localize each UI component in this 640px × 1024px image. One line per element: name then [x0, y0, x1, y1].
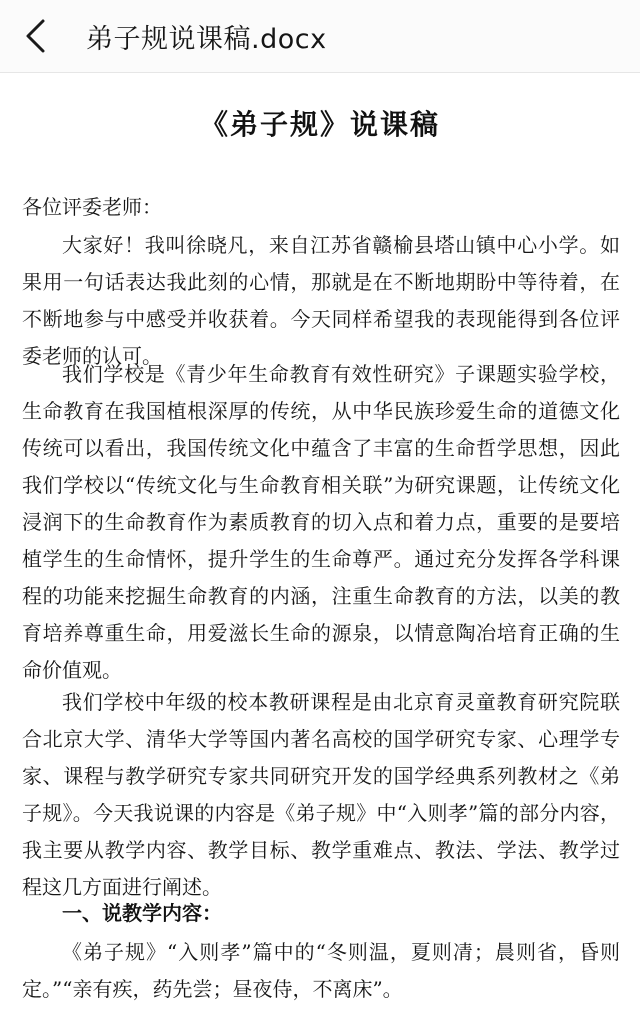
paragraph-school-background: 我们学校是《青少年生命教育有效性研究》子课题实验学校，生命教育在我国植根深厚的传统，从中华民族珍爱生命的道德文化传统可以看出，我国传统文化中蕴含了丰富的生命哲学思想，因此我们学校以“传统文化与生命教育相关联”为研究课题，让传统文化浸润下的生命教育作为素质教育的切入点和着力点，重要的是要培植学生的生命情怀，提升学生的生命尊严。通过充分发挥各学科课程的功能来挖掘生命教育的内涵，注重生命教育的方法，以美的教育培养尊重生命，用爱滋长生命的源泉，以情意陶冶培育正确的生命价值观。 [22, 362, 620, 682]
paragraph-intro: 大家好！我叫徐晓凡，来自江苏省赣榆县塔山镇中心小学。如果用一句话表达我此刻的心情，那就是在不断地期盼中等待着，在不断地参与中感受并收获着。今天同样希望我的表现能得到各位评委老师的认可。 [22, 233, 620, 368]
top-bar [0, 0, 640, 73]
paragraph-curriculum: 我们学校中年级的校本教研课程是由北京育灵童教育研究院联合北京大学、清华大学等国内著名高校的国学研究专家、心理学专家、课程与教学研究专家共同研究开发的国学经典系列教材之《弟子规》。今天我说课的内容是《弟子规》中“入则孝”篇的部分内容，我主要从教学内容、教学目标、教学重难点、教法、学法、教学过程这几方面进行阐述。 [22, 690, 620, 899]
salutation: 各位评委老师： [22, 195, 162, 219]
back-button[interactable] [0, 0, 70, 72]
document-title: 《弟子规》说课稿 [199, 108, 440, 141]
document-view[interactable] [0, 73, 640, 1024]
file-name-title: 弟子规说课稿.docx [86, 23, 327, 55]
paragraph-teaching-content: 《弟子规》“入则孝”篇中的“冬则温，夏则凊；晨则省，昏则定。”“亲有疾，药先尝；昼夜侍，不离床”。 [22, 940, 620, 1001]
chevron-left-icon [24, 18, 46, 54]
section-heading-teaching-content: 一、说教学内容： [62, 901, 222, 925]
